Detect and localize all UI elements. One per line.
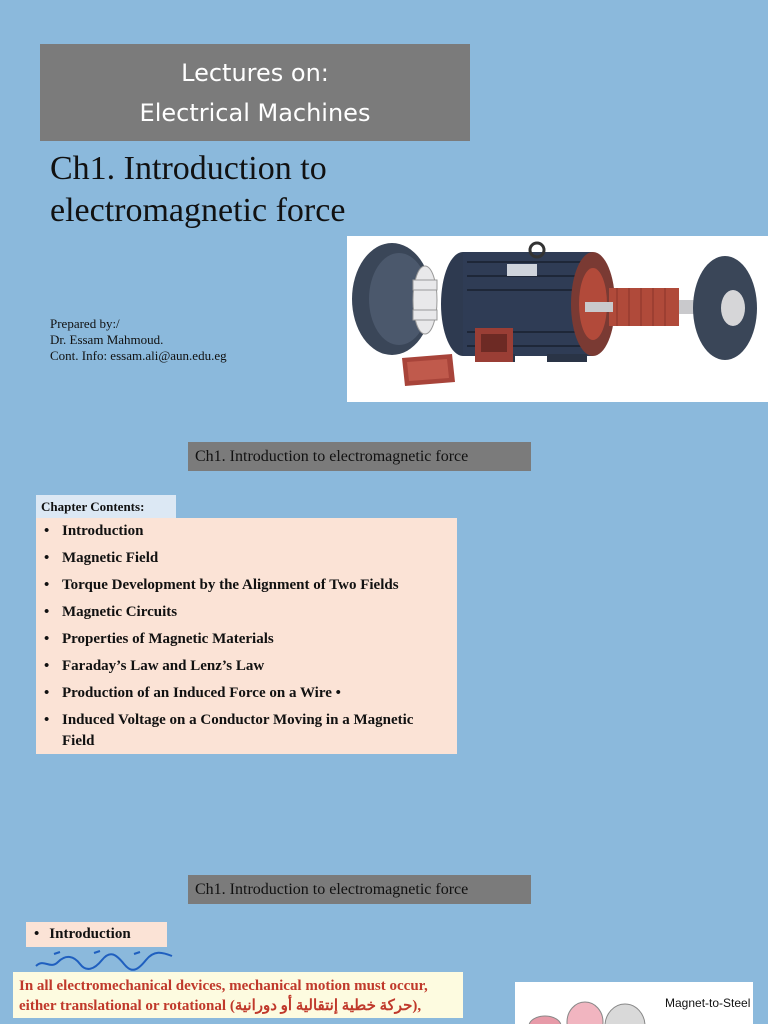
contents-item: • Induced Voltage on a Conductor Moving in a Magnetic Field <box>44 710 445 752</box>
lecture-title-line1: Lectures on: <box>181 59 329 87</box>
introduction-heading <box>26 922 167 947</box>
introduction-label: Introduction <box>49 926 131 942</box>
contents-item: • Introduction <box>44 521 445 542</box>
chapter-title-line1: Ch1. Introduction to <box>50 150 327 187</box>
author-contact: Cont. Info: essam.ali@aun.edu.eg <box>50 348 227 363</box>
chapter-banner: Ch1. Introduction to electromagnetic force <box>188 442 531 471</box>
lecture-title-box <box>40 44 470 141</box>
figure-label: Magnet-to-Steel <box>665 996 751 1010</box>
contents-item: • Production of an Induced Force on a Wire • <box>44 683 445 704</box>
lecture-title-line2: Electrical Machines <box>139 99 371 127</box>
chapter-banner-second: Ch1. Introduction to electromagnetic force <box>188 875 531 904</box>
handwritten-annotation <box>34 948 180 974</box>
callout-line2: either translational or rotational (حركة خطية إنتقالية أو دورانية), <box>19 998 422 1014</box>
contents-item: • Magnetic Field <box>44 548 445 569</box>
intro-callout <box>13 972 463 1018</box>
bullet-icon: • <box>34 926 40 942</box>
motor-illustration <box>347 236 768 402</box>
motor-exploded-image <box>347 236 768 402</box>
author-name: Dr. Essam Mahmoud. <box>50 332 164 347</box>
chapter-title-line2: electromagnetic force <box>50 192 346 229</box>
magnet-to-steel-figure <box>515 982 753 1024</box>
contents-item: • Magnetic Circuits <box>44 602 445 623</box>
prepared-by-label: Prepared by:/ <box>50 316 120 331</box>
chapter-title <box>50 148 490 232</box>
callout-line1: In all electromechanical devices, mechanical motion must occur, <box>19 978 428 994</box>
contents-item: • Properties of Magnetic Materials <box>44 629 445 650</box>
chapter-contents-heading: Chapter Contents: <box>36 495 176 518</box>
chapter-contents-list <box>36 518 457 754</box>
contents-item: • Faraday’s Law and Lenz’s Law <box>44 656 445 677</box>
author-info <box>50 316 227 364</box>
handwriting-scribble-icon <box>34 948 180 974</box>
contents-item: • Torque Development by the Alignment of Two Fields <box>44 575 445 596</box>
